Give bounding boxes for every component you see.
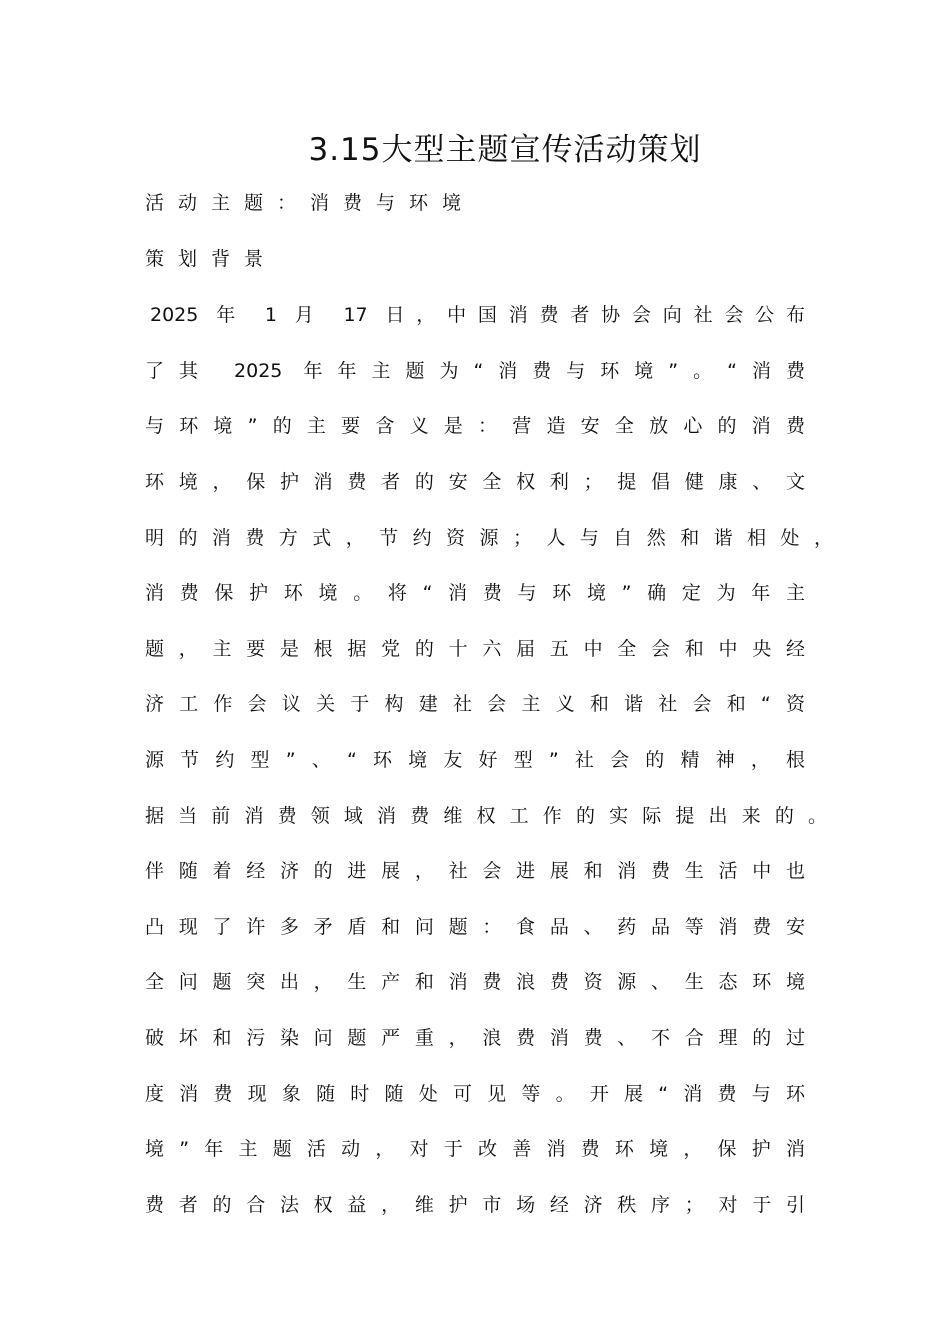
body-line: 明的消费方式，节约资源；人与自然和谐相处， xyxy=(145,527,833,549)
body-line: 消费保护环境。将“消费与环境”确定为年主 xyxy=(145,582,805,604)
body-line: 据当前消费领域消费维权工作的实际提出来的。 xyxy=(145,805,827,827)
document-title: 3.15大型主题宣传活动策划 xyxy=(308,132,702,168)
body-line: 环境，保护消费者的安全权利；提倡健康、文 xyxy=(145,471,805,493)
body-line: 2025 年 1 月 17 日，中国消费者协会向社会公布 xyxy=(150,304,805,326)
body-line: 费者的合法权益，维护市场经济秩序；对于引 xyxy=(145,1194,805,1216)
body-line: 源节约型”、“环境友好型”社会的精神，根 xyxy=(145,749,805,771)
body-line: 全问题突出，生产和消费浪费资源、生态环境 xyxy=(145,971,805,993)
body-line: 度消费现象随时随处可见等。开展“消费与环 xyxy=(145,1083,805,1105)
body-line: 与环境”的主要含义是：营造安全放心的消费 xyxy=(145,415,805,437)
section-heading: 策划背景 xyxy=(145,248,278,270)
body-line: 境”年主题活动，对于改善消费环境，保护消 xyxy=(145,1138,805,1160)
body-line: 破坏和污染问题严重，浪费消费、不合理的过 xyxy=(145,1027,805,1049)
body-line: 题，主要是根据党的十六届五中全会和中央经 xyxy=(145,638,805,660)
theme-line: 活动主题：消费与环境 xyxy=(145,192,476,214)
body-line: 凸现了许多矛盾和问题：食品、药品等消费安 xyxy=(145,916,805,938)
body-line: 了其 2025 年年主题为“消费与环境”。“消费 xyxy=(145,360,805,382)
body-line: 济工作会议关于构建社会主义和谐社会和“资 xyxy=(145,693,805,715)
body-line: 伴随着经济的进展，社会进展和消费生活中也 xyxy=(145,860,805,882)
